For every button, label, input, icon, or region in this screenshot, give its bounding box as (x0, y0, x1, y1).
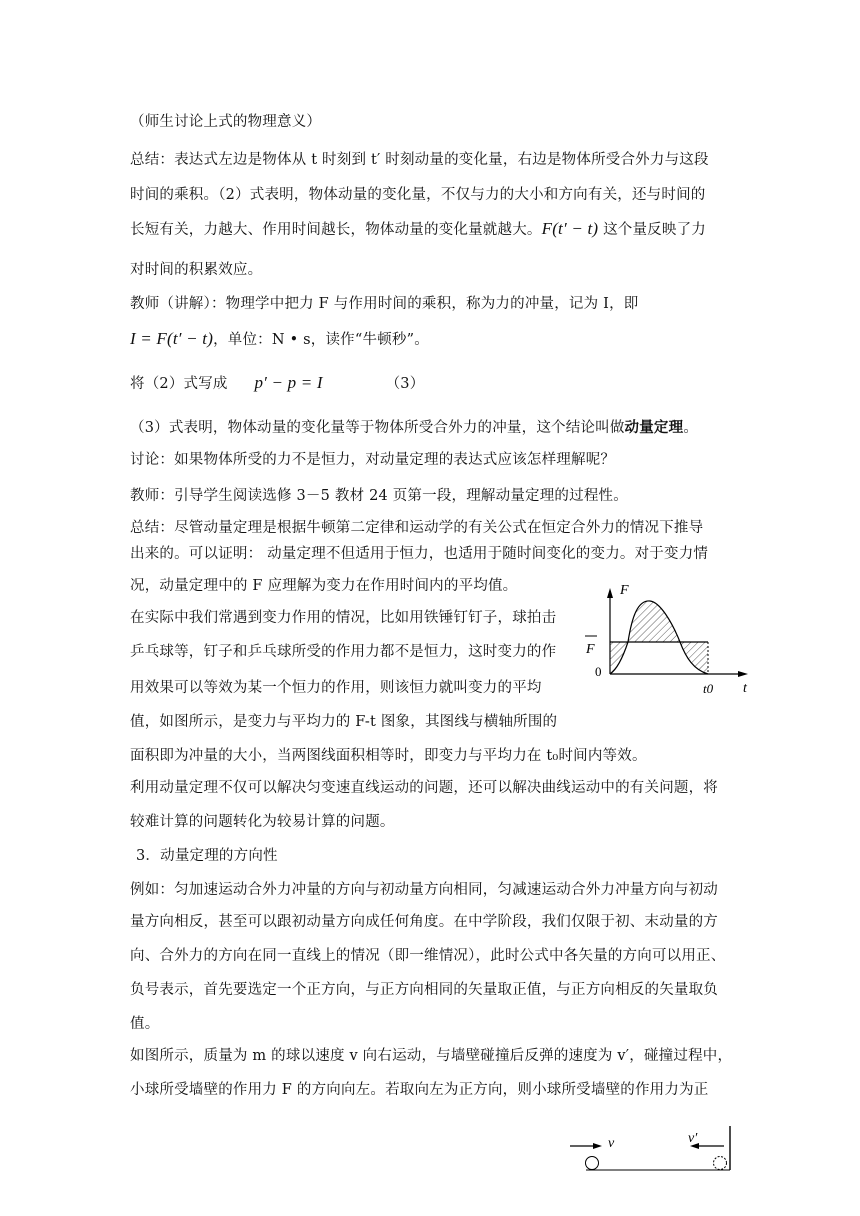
origin-label: 0 (595, 664, 602, 679)
y-axis-label: F (620, 583, 629, 598)
text-segment: ，单位：N • s，读作“牛顿秒”。 (213, 332, 429, 348)
text-line: 负号表示，首先要选定一个正方向，与正方向相同的矢量取正值，与正方向相反的矢量取负 (130, 982, 718, 998)
ball-initial (586, 1157, 599, 1170)
x-axis-arrow (738, 671, 748, 677)
text-line: 例如：匀加速运动合外力冲量的方向与初动量方向相同，匀减速运动合外力冲量方向与初动 (130, 882, 718, 898)
text-line: 时间的乘积。（2）式表明，物体动量的变化量，不仅与力的大小和方向有关，还与时间的 (130, 187, 706, 203)
text-line: 况，动量定理中的 F 应理解为变力在作用时间内的平均值。 (130, 578, 518, 594)
text-line: 对时间的积累效应。 (130, 262, 263, 278)
text-line: 教师：引导学生阅读选修 3－5 教材 24 页第一段，理解动量定理的过程性。 (130, 488, 628, 504)
text-line: 较难计算的问题转化为较易计算的问题。 (130, 814, 395, 830)
t0-label: t0 (703, 681, 714, 696)
text-line: 利用动量定理不仅可以解决匀变速直线运动的问题，还可以解决曲线运动中的有关问题，将 (130, 780, 718, 796)
section-heading: 3．动量定理的方向性 (136, 848, 278, 864)
v-label: v (608, 1136, 615, 1151)
text-segment: 。 (683, 420, 699, 436)
text-line: 乒乓球等，钉子和乒乓球所受的作用力都不是恒力，这时变力的作 (130, 644, 557, 660)
y-axis-arrow (607, 588, 613, 598)
ball-rebound (714, 1157, 727, 1170)
text-line: 用效果可以等效为某一个恒力的作用，则该恒力就叫变力的平均 (130, 680, 542, 696)
text-line: 面积即为冲量的大小，当两图线面积相等时，即变力与平均力在 t₀时间内等效。 (130, 748, 647, 764)
equation-number: （3） (385, 376, 425, 392)
text-line (130, 416, 698, 437)
text-line: 量方向相反，甚至可以跟初动量方向成任何角度。在中学阶段，我们仅限于初、末动量的方 (130, 914, 718, 930)
text-segment: （3）式表明，物体动量的变化量等于物体所受合外力的冲量，这个结论叫做 (130, 420, 625, 436)
text-line: 出来的。可以证明： 动量定理不但适用于恒力，也适用于随时间变化的变力。对于变力情 (130, 546, 709, 562)
ft-graph-figure (580, 576, 760, 706)
avg-force-label: F (586, 642, 595, 657)
text-line: 讨论：如果物体所受的力不是恒力，对动量定理的表达式应该怎样理解呢？ (130, 452, 616, 468)
text-line (130, 372, 424, 393)
text-line (130, 328, 429, 349)
text-line: 值。 (130, 1016, 160, 1032)
velocity-arrowhead (593, 1143, 602, 1149)
v-prime-label: v′ (688, 1131, 698, 1146)
text-line: 小球所受墙壁的作用力 F 的方向向左。若取向左为正方向，则小球所受墙壁的作用力为正 (130, 1082, 709, 1098)
hatched-area-left (610, 642, 628, 674)
hatched-area-top (628, 601, 680, 642)
text-line: （师生讨论上式的物理意义） (130, 114, 322, 130)
text-line: 在实际中我们常遇到变力作用的情况，比如用铁锤钉钉子，球拍击 (130, 610, 557, 626)
formula: I = F(t′ − t) (130, 329, 214, 348)
text-line (130, 218, 706, 239)
text-segment: 这个量反映了力 (598, 222, 706, 238)
formula: F(t′ − t) (541, 219, 599, 238)
hatched-area-right (680, 642, 708, 674)
text-line: 如图所示，质量为 m 的球以速度 v 向右运动，与墙壁碰撞后反弹的速度为 v′，碰撞过程中， (130, 1048, 733, 1064)
bold-term: 动量定理 (624, 419, 684, 436)
text-segment: 将（2）式写成 (130, 376, 228, 392)
x-axis-label: t (743, 681, 747, 696)
text-line: 值，如图所示，是变力与平均力的 F-t 图象，其图线与横轴所围的 (130, 714, 558, 730)
formula: p′ − p = I (254, 373, 323, 392)
text-line: 教师（讲解）：物理学中把力 F 与作用时间的乘积，称为力的冲量，记为 I，即 (130, 296, 639, 312)
text-line: 总结：尽管动量定理是根据牛顿第二定律和运动学的有关公式在恒定合外力的情况下推导 (130, 520, 704, 536)
text-segment: 长短有关，力越大、作用时间越长，物体动量的变化量就越大。 (130, 222, 542, 238)
text-line: 向、合外力的方向在同一直线上的情况（即一维情况），此时公式中各矢量的方向可以用正、 (130, 948, 726, 964)
ball-wall-figure (566, 1120, 746, 1176)
text-line: 总结：表达式左边是物体从 t 时刻到 t′ 时刻动量的变化量，右边是物体所受合外力与这段 (130, 152, 709, 168)
